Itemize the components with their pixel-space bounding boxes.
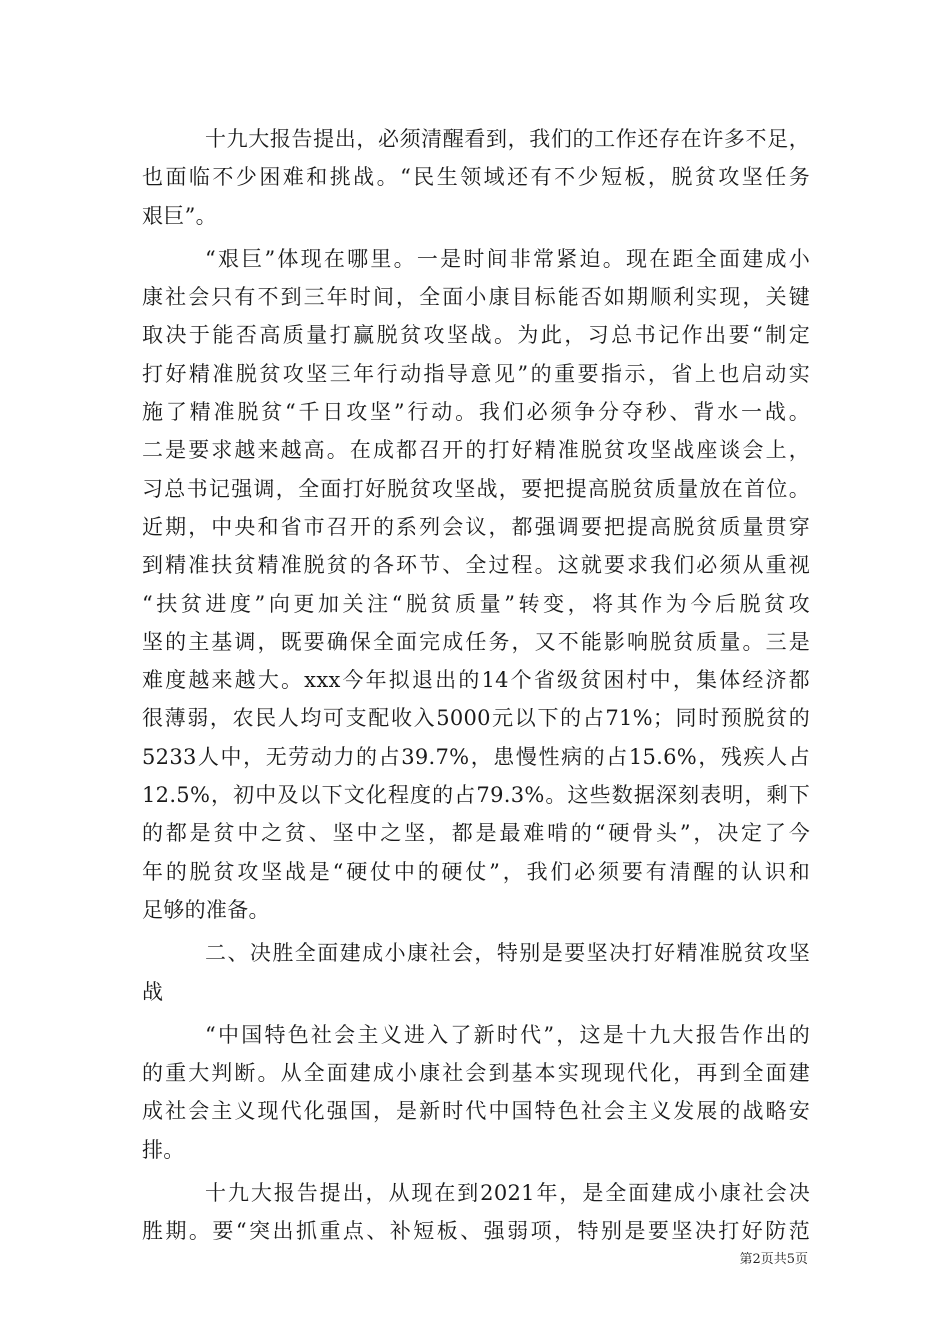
text-line: 二是要求越来越高。在成都召开的打好精准脱贫攻坚战座谈会上，: [142, 438, 810, 463]
text-line: 难度越来越大。xxx今年拟退出的14个省级贫困村中，集体经济都: [142, 668, 810, 693]
text-line: 5233人中，无劳动力的占39.7%，患慢性病的占15.6%，残疾人占: [142, 744, 810, 769]
paragraph: [142, 120, 810, 235]
text-line: 也面临不少困难和挑战。“民生领域还有不少短板，脱贫攻坚任务: [142, 165, 810, 190]
text-line: 战: [142, 979, 164, 1004]
text-line: 胜期。要“突出抓重点、补短板、强弱项，特别是要坚决打好防范: [142, 1219, 810, 1244]
text-line: 的都是贫中之贫、坚中之坚，都是最难啃的“硬骨头”，决定了今: [142, 821, 810, 846]
text-line: 的重大判断。从全面建成小康社会到基本实现现代化，再到全面建: [142, 1061, 810, 1086]
text-line: 二、决胜全面建成小康社会，特别是要坚决打好精准脱贫攻坚: [205, 941, 810, 966]
text-line: 施了精准脱贫“千日攻坚”行动。我们必须争分夺秒、背水一战。: [142, 400, 810, 425]
page-number: 第2页共5页: [739, 1252, 808, 1267]
paragraph: [142, 1174, 810, 1251]
text-line: 十九大报告提出，必须清醒看到，我们的工作还存在许多不足，: [205, 127, 810, 151]
text-line: 12.5%，初中及以下文化程度的占79.3%。这些数据深刻表明，剩下: [142, 783, 810, 808]
text-line: 年的脱贫攻坚战是“硬仗中的硬仗”，我们必须要有清醒的认识和: [142, 859, 810, 884]
text-line: 康社会只有不到三年时间，全面小康目标能否如期顺利实现，关键: [142, 285, 810, 310]
text-line: “扶贫进度”向更加关注“脱贫质量”转变，将其作为今后脱贫攻: [142, 591, 810, 616]
paragraph: [142, 240, 810, 929]
text-line: “中国特色社会主义进入了新时代”，这是十九大报告作出的: [205, 1022, 810, 1047]
text-line: 排。: [142, 1137, 185, 1162]
paragraph: [142, 1016, 810, 1169]
text-line: 坚的主基调，既要确保全面完成任务，又不能影响脱贫质量。三是: [142, 629, 810, 654]
text-line: 十九大报告提出，从现在到2021年，是全面建成小康社会决: [205, 1181, 810, 1206]
text-line: 习总书记强调，全面打好脱贫攻坚战，要把提高脱贫质量放在首位。: [142, 476, 810, 501]
text-line: 成社会主义现代化强国，是新时代中国特色社会主义发展的战略安: [142, 1099, 810, 1124]
text-line: 到精准扶贫精准脱贫的各环节、全过程。这就要求我们必须从重视: [142, 553, 810, 578]
text-line: 很薄弱，农民人均可支配收入5000元以下的占71%；同时预脱贫的: [142, 706, 810, 731]
document-body: [142, 120, 810, 1251]
text-line: 打好精准脱贫攻坚三年行动指导意见”的重要指示，省上也启动实: [142, 361, 810, 386]
text-line: 艰巨”。: [142, 203, 217, 228]
text-line: “艰巨”体现在哪里。一是时间非常紧迫。现在距全面建成小: [205, 246, 810, 271]
section-heading: [142, 934, 810, 1011]
text-line: 足够的准备。: [142, 897, 270, 922]
text-line: 近期，中央和省市召开的系列会议，都强调要把提高脱贫质量贯穿: [142, 514, 810, 539]
text-line: 取决于能否高质量打赢脱贫攻坚战。为此，习总书记作出要“制定: [142, 323, 810, 348]
